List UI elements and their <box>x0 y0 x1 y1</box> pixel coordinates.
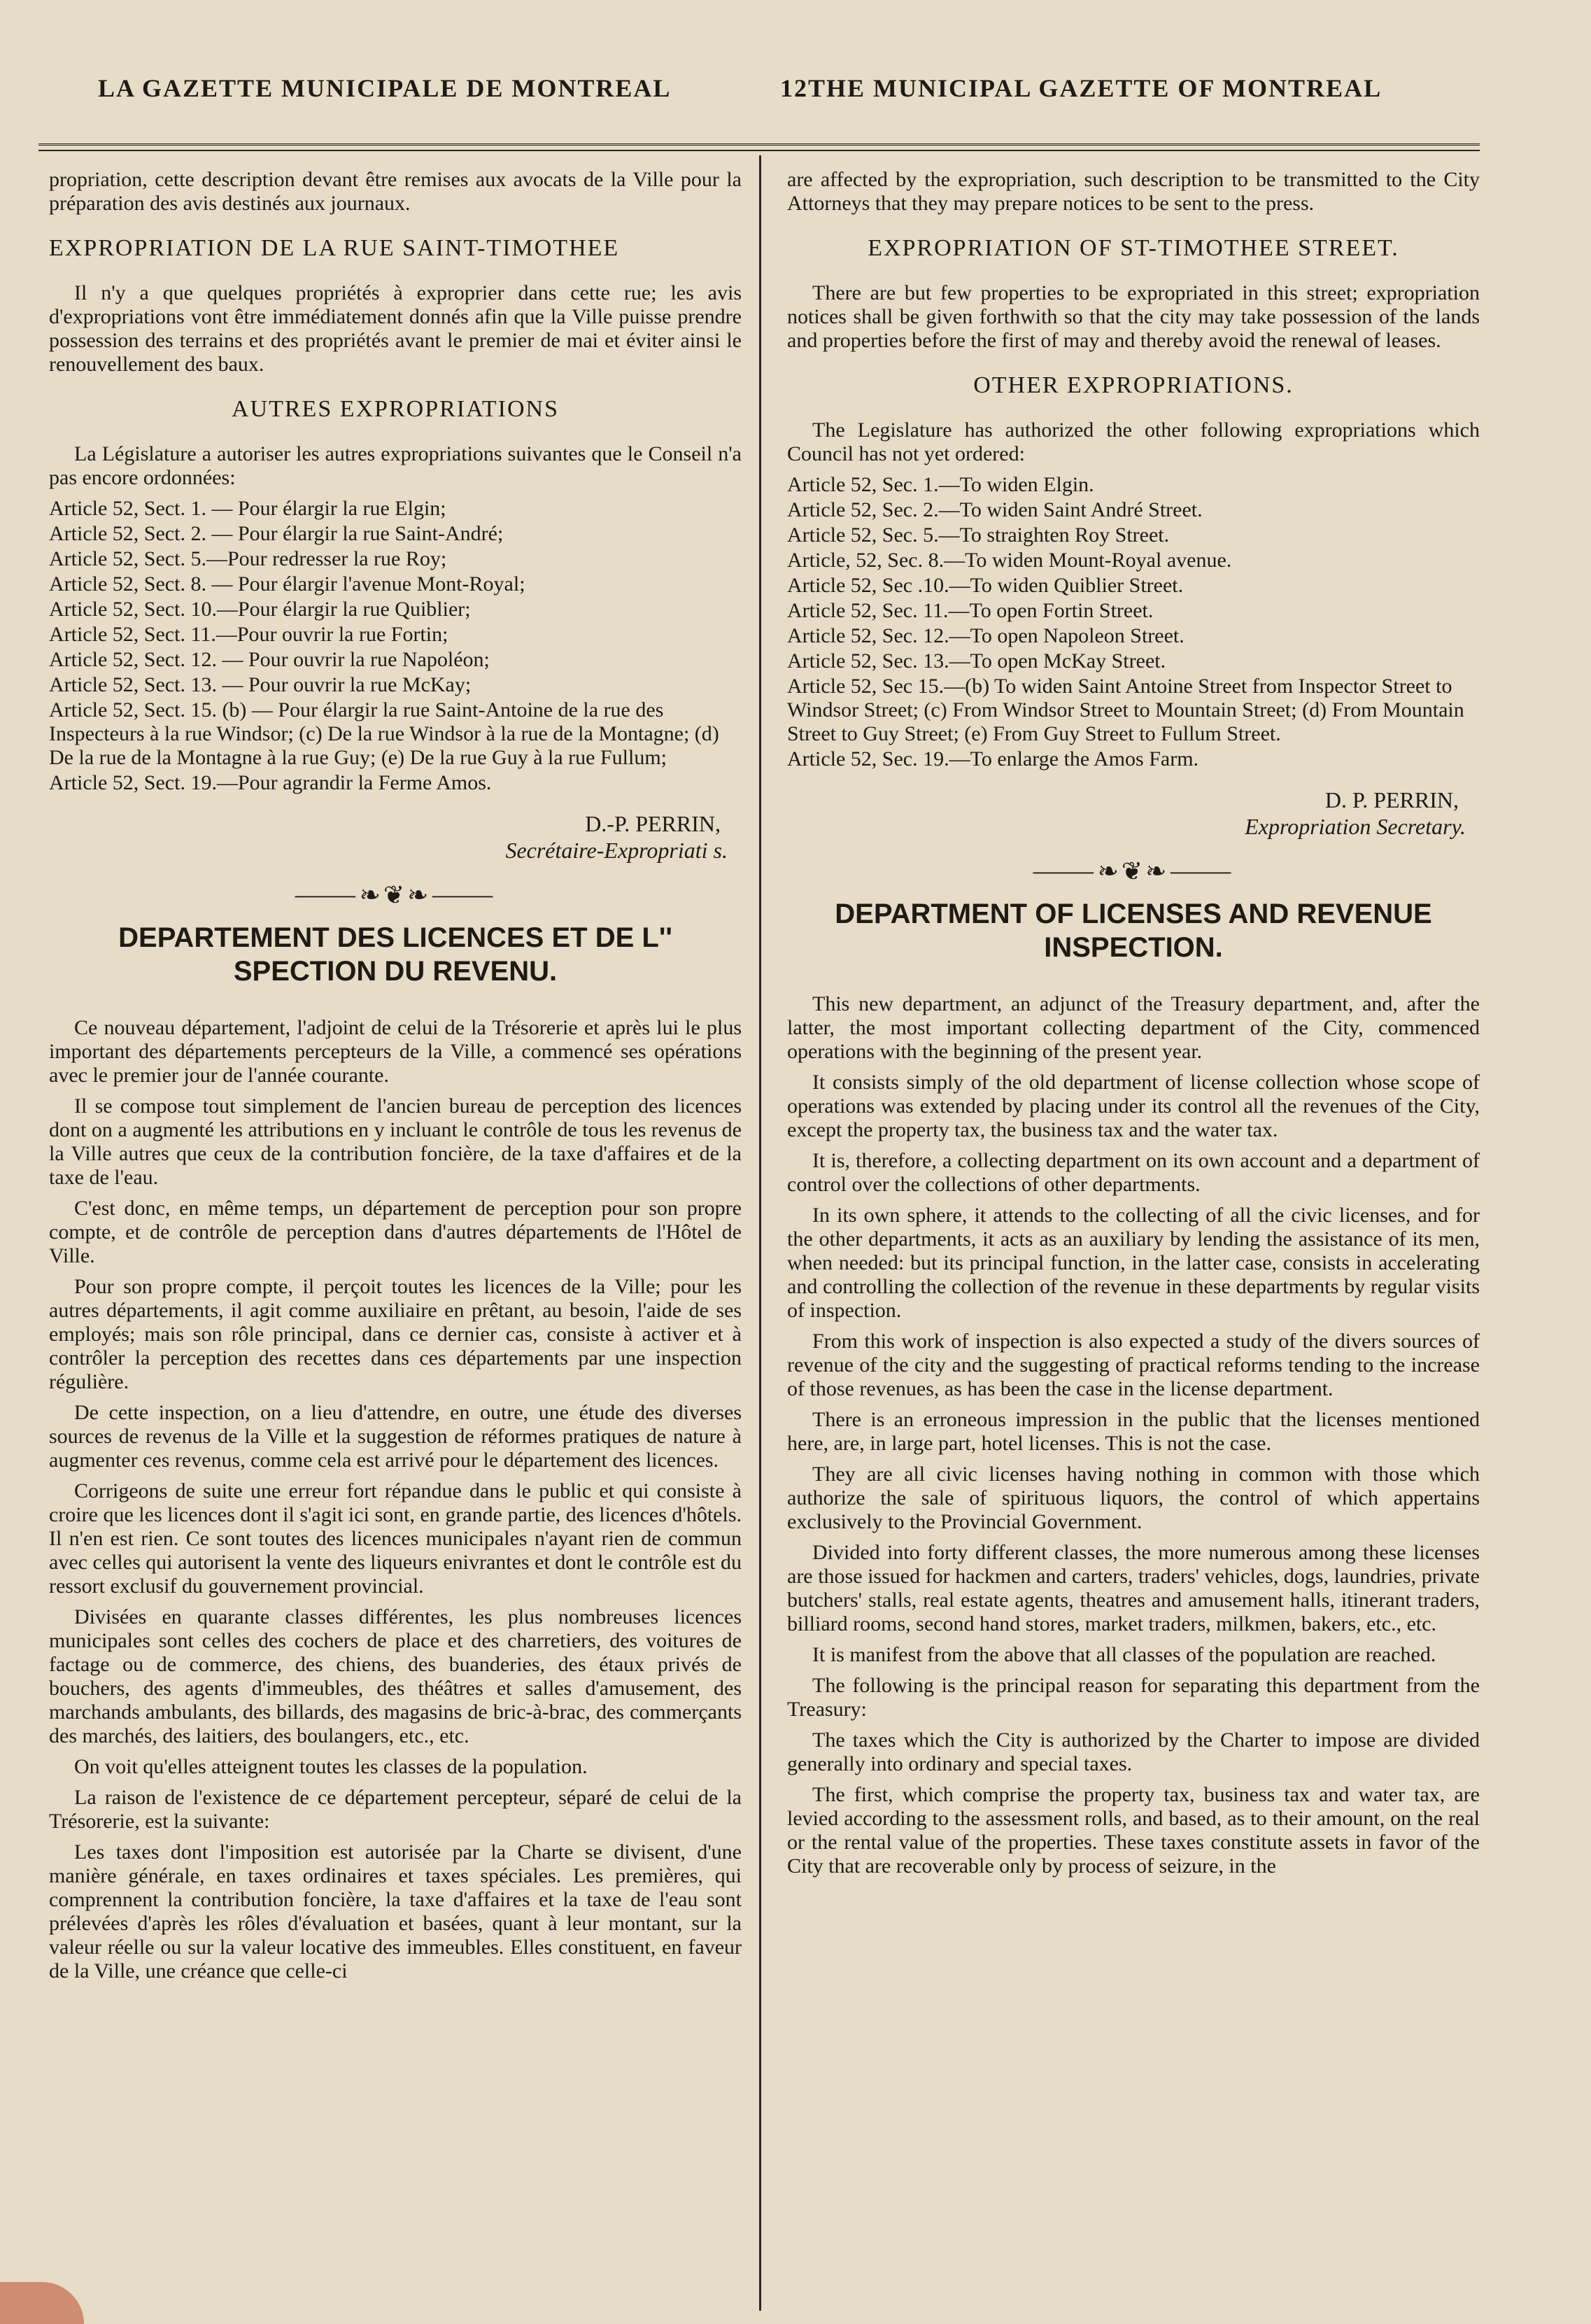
english-paragraph: It consists simply of the old department of license collection whose scope of operations was extended by placing under its control all the revenues of the City, except the property tax, the business tax and the water tax. <box>787 1071 1480 1141</box>
ornament-divider: ⸻❧❦❧⸻ <box>1031 857 1236 885</box>
article-item: Article 52, Sect. 5.—Pour redresser la rue Roy; <box>49 547 447 570</box>
article-item: Article 52, Sec. 2.—To widen Saint André Street. <box>787 498 1203 521</box>
article-item: Article 52, Sect. 8. — Pour élargir l'avenue Mont-Royal; <box>49 572 525 596</box>
article-item: Article 52, Sect. 1. — Pour élargir la rue Elgin; <box>49 497 446 520</box>
header-right-title: THE MUNICIPAL GAZETTE OF MONTREAL <box>808 74 1383 102</box>
french-paragraph: On voit qu'elles atteignent toutes les classes de la population. <box>74 1755 588 1778</box>
header-left-title: LA GAZETTE MUNICIPALE DE MONTREAL <box>98 74 672 102</box>
article-item: Article 52, Sec. 12.—To open Napoleon Street. <box>787 624 1185 647</box>
article-item: Article 52, Sect. 19.—Pour agrandir la Ferme Amos. <box>49 771 492 794</box>
english-paragraph: It is, therefore, a collecting department on its own account and a department of control over the collections of other departments. <box>787 1149 1480 1196</box>
french-section-title-st-timothee: EXPROPRIATION DE LA RUE SAINT-TIMOTHEE <box>49 235 620 261</box>
french-intro: propriation, cette description devant être remises aux avocats de la Ville pour la préparation des avis destinés aux journaux. <box>49 168 742 215</box>
english-paragraph: It is manifest from the above that all classes of the population are reached. <box>812 1643 1436 1666</box>
article-item: Article 52, Sec. 13.—To open McKay Street. <box>787 649 1166 672</box>
english-article-list <box>787 473 1480 771</box>
english-section-text: There are but few properties to be expropriated in this street; expropriation notices shall be given forthwith so that the city may take possession of the lands and properties before the first of may and thereby avoid the renewal of leases. <box>787 281 1480 352</box>
article-item: Article 52, Sec. 19.—To enlarge the Amos Farm. <box>787 747 1199 770</box>
header-rule-thin <box>38 150 1480 151</box>
english-intro: are affected by the expropriation, such description to be transmitted to the City Attorneys that they may prepare notices to be sent to the press. <box>787 168 1480 215</box>
english-paragraph: The first, which comprise the property tax, business tax and water tax, are levied according to the assessment rolls, and based, as to their amount, on the real or the rental value of the properties. These taxes constitute assets in favor of the City that are recoverable only by process of seizure, in the <box>787 1783 1480 1878</box>
english-paragraph: There is an erroneous impression in the public that the licenses mentioned here, are, in large part, hotel licenses. This is not the case. <box>787 1408 1480 1455</box>
signature-name: D.-P. PERRIN, <box>585 811 721 836</box>
french-paragraph: Il se compose tout simplement de l'ancien bureau de perception des licences dont on a augmenté les attributions en y incluant le contrôle de tous les revenus de la Ville autres que ceux de la contribution foncière, de la taxe d'affaires et de la taxe de l'eau. <box>49 1094 742 1189</box>
article-item: Article 52, Sec. 11.—To open Fortin Street. <box>787 599 1154 622</box>
english-paragraph: This new department, an adjunct of the Treasury department, and, after the latter, the most important collecting department of the City, commenced operations with the beginning of the present year. <box>787 992 1480 1063</box>
article-item: Article 52, Sect. 2. — Pour élargir la rue Saint-André; <box>49 522 504 545</box>
ornament-divider: ⸻❧❦❧⸻ <box>293 881 497 909</box>
french-paragraph: Pour son propre compte, il perçoit toutes les licences de la Ville; pour les autres départements, il agit comme auxiliaire en prêtant, au besoin, l'aide de ses employés; mais son rôle principal, dans ce dernier cas, consiste à activer et à contrôler la perception des recettes dans ces départements par une inspection régulière. <box>49 1275 742 1393</box>
english-section-title-st-timothee: EXPROPRIATION OF ST-TIMOTHEE STREET. <box>868 235 1399 261</box>
french-paragraph: Corrigeons de suite une erreur fort répandue dans le public et qui consiste à croire que les licences dont il s'agit ici sont, en grande partie, des licences d'hôtels. Il n'en est rien. Ce sont toutes des licences municipales n'ayant rien de commun avec celles qui autorisent la vente des liqueurs enivrantes et dont le contrôle est du ressort exclusif du gouvernement provincial. <box>49 1479 742 1598</box>
article-item: Article 52, Sect. 12. — Pour ouvrir la rue Napoléon; <box>49 648 490 671</box>
article-item: Article 52, Sect. 15. (b) — Pour élargir la rue Saint-Antoine de la rue des Inspecteurs à la rue Windsor; (c) De la rue Windsor à la rue de la Montagne; (d) De la rue de la Montagne à la rue Guy; (e) De la rue Guy à la rue Fullum; <box>49 698 719 769</box>
english-section-title-other: OTHER EXPROPRIATIONS. <box>973 372 1294 398</box>
article-item: Article 52, Sect. 11.—Pour ouvrir la rue Fortin; <box>49 623 448 646</box>
column-divider <box>759 155 761 2311</box>
french-department-title: DEPARTEMENT DES LICENCES ET DE L'' SPECTION DU REVENU. <box>118 922 672 987</box>
french-column <box>49 168 742 1990</box>
english-paragraph: They are all civic licenses having nothing in common with those which authorize the sale of spirituous liquors, the control of which appertains exclusively to the Provincial Government. <box>787 1463 1480 1533</box>
article-item: Article 52, Sec 15.—(b) To widen Saint Antoine Street from Inspector Street to Windsor Street; (c) From Windsor Street to Mountain Street; (d) From Mountain Street to Guy Street; (e) From Guy Street to Fullum Street. <box>787 675 1464 745</box>
paper-stain <box>0 2282 84 2324</box>
header-rule <box>38 143 1480 146</box>
english-department-title: DEPARTMENT OF LICENSES AND REVENUE INSPECTION. <box>835 899 1432 963</box>
english-paragraph: Divided into forty different classes, the more numerous among these licenses are those issued for hackmen and carters, traders' vehicles, dogs, laundries, private butchers' stalls, real estate agents, theatres and amusement halls, itinerant traders, billiard rooms, second hand stores, market traders, milkmen, bakers, etc., etc. <box>787 1541 1480 1635</box>
signature-name: D. P. PERRIN, <box>1324 787 1459 812</box>
article-item: Article, 52, Sec. 8.—To widen Mount-Royal avenue. <box>787 549 1232 572</box>
page-number: 12 <box>780 74 808 102</box>
english-paragraph: The taxes which the City is authorized by the Charter to impose are divided generally into ordinary and special taxes. <box>787 1728 1480 1775</box>
english-paragraph: In its own sphere, it attends to the collecting of all the civic licenses, and for the other departments, it acts as an auxiliary by lending the assistance of its men, when needed: but its principal function, in the latter case, consists in accelerating and controlling the collection of the revenue in these departments by regular visits of inspection. <box>787 1204 1480 1322</box>
french-paragraph: C'est donc, en même temps, un département de perception pour son propre compte, et de contrôle de perception dans d'autres départements de l'Hôtel de Ville. <box>49 1197 742 1267</box>
page-header <box>42 73 1441 122</box>
french-paragraph: De cette inspection, on a lieu d'attendre, en outre, une étude des diverses sources de revenus de la Ville et la suggestion de réformes pratiques de nature à augmenter ces revenus, comme cela est arrivé pour le département des licences. <box>49 1401 742 1472</box>
french-paragraph: La raison de l'existence de ce département percepteur, séparé de celui de la Trésorerie, est la suivante: <box>49 1786 742 1833</box>
french-paragraph: Les taxes dont l'imposition est autorisée par la Charte se divisent, d'une manière générale, en taxes ordinaires et taxes spéciales. Les premières, qui comprennent la contribution foncière, la taxe d'affaires et la taxe de l'eau sont prélevées d'après les rôles d'évaluation et basées, quant à leur montant, sur la valeur réelle ou sur la valeur locative des immeubles. Elles constituent, en faveur de la Ville, une créance que celle-ci <box>49 1840 742 1983</box>
french-article-list <box>49 497 742 795</box>
french-paragraph: Ce nouveau département, l'adjoint de celui de la Trésorerie et après lui le plus important des départements percepteurs de la Ville, a commencé ses opérations avec le premier jour de l'année courante. <box>49 1016 742 1087</box>
article-item: Article 52, Sec .10.—To widen Quiblier Street. <box>787 574 1184 597</box>
article-item: Article 52, Sec. 1.—To widen Elgin. <box>787 473 1094 496</box>
english-paragraph: The following is the principal reason for separating this department from the Treasury: <box>787 1674 1480 1721</box>
french-section-text: Il n'y a que quelques propriétés à exproprier dans cette rue; les avis d'expropriations vont être immédiatement donnés afin que la Ville puisse prendre possession des terrains et des propriétés avant le premier de mai et éviter ainsi le renouvellement des baux. <box>49 281 742 376</box>
french-section-title-autres: AUTRES EXPROPRIATIONS <box>232 396 559 422</box>
signature-title: Secrétaire-Expropriati s. <box>505 838 728 863</box>
article-item: Article 52, Sec. 5.—To straighten Roy Street. <box>787 523 1170 547</box>
english-column <box>787 168 1480 1885</box>
signature-title: Expropriation Secretary. <box>1245 814 1466 839</box>
english-section-text: The Legislature has authorized the other following expropriations which Council has not yet ordered: <box>787 418 1480 465</box>
french-paragraph: Divisées en quarante classes différentes, les plus nombreuses licences municipales sont celles des cochers de place et des charretiers, des voitures de factage ou de commerce, des chiens, des buanderies, des étaux privés de bouchers, des agents d'immeubles, des théâtres et salles d'amusement, des marchands ambulants, des billards, des magasins de bric-à-brac, des commerçants des marchés, des laitiers, des boulangers, etc., etc. <box>49 1605 742 1747</box>
article-item: Article 52, Sect. 13. — Pour ouvrir la rue McKay; <box>49 673 472 696</box>
article-item: Article 52, Sect. 10.—Pour élargir la rue Quiblier; <box>49 598 471 621</box>
french-section-text: La Législature a autoriser les autres expropriations suivantes que le Conseil n'a pas encore ordonnées: <box>49 442 742 489</box>
english-paragraph: From this work of inspection is also expected a study of the divers sources of revenue of the city and the suggesting of practical reforms tending to the increase of those revenues, as has been the case in the license department. <box>787 1330 1480 1400</box>
